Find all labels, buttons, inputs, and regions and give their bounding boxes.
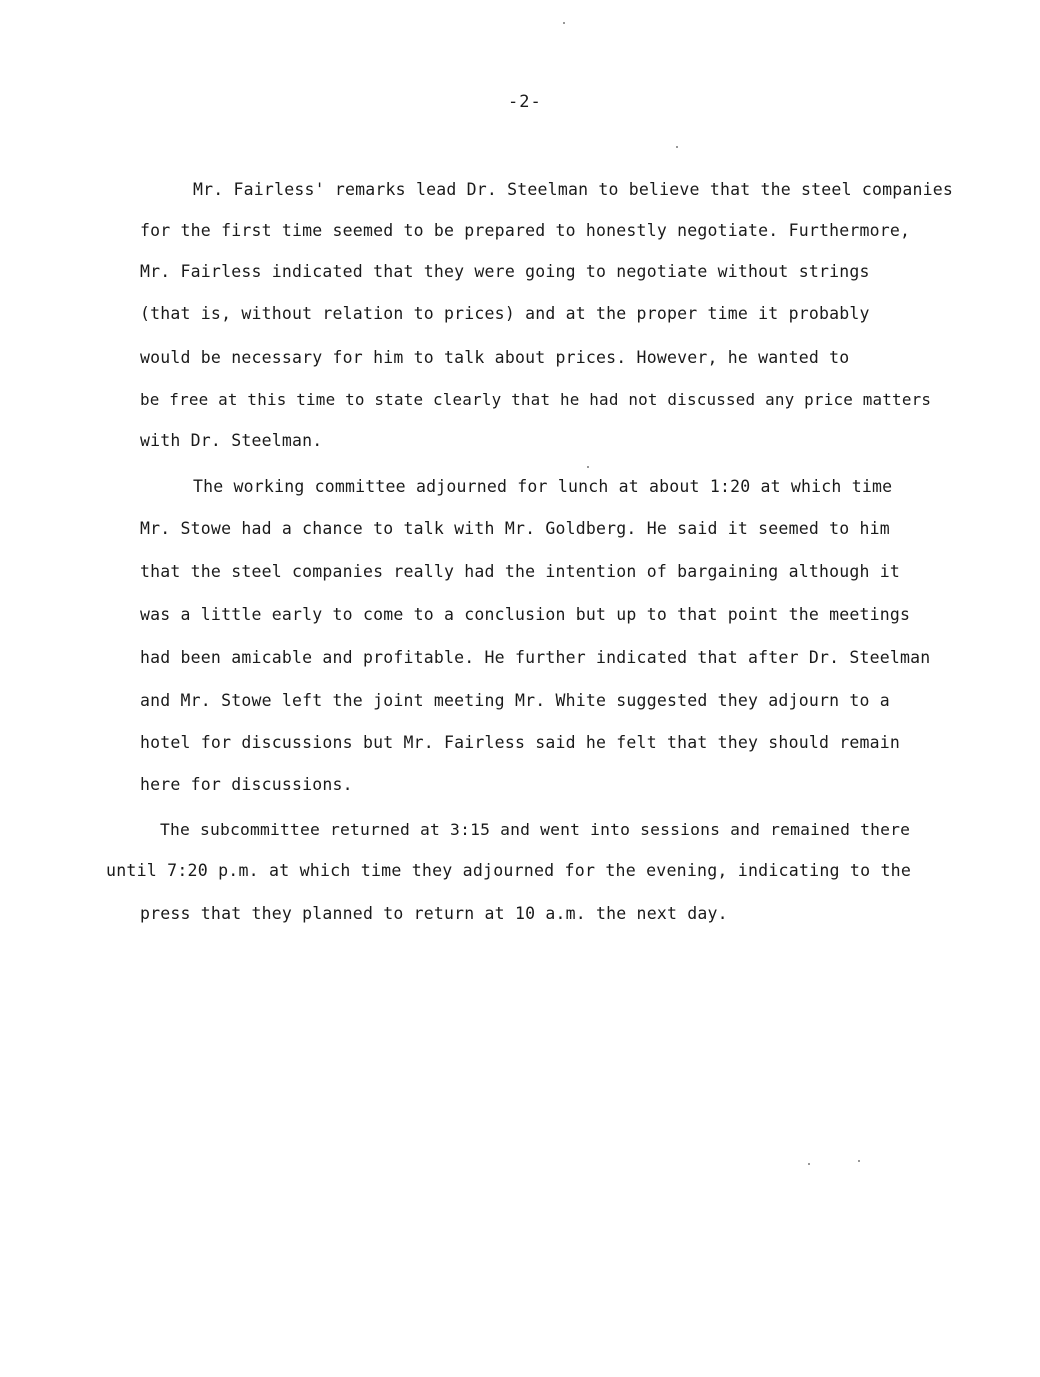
paragraph-3-line-2: until 7:20 p.m. at which time they adjourned for the evening, indicating to the bbox=[106, 861, 912, 880]
scan-speck bbox=[587, 466, 589, 468]
paragraph-2-line-1: The working committee adjourned for lunch at about 1:20 at which time bbox=[193, 477, 893, 496]
paragraph-2-line-5: had been amicable and profitable. He further indicated that after Dr. Steelman bbox=[140, 648, 931, 667]
scan-speck bbox=[808, 1163, 810, 1165]
paragraph-2-line-8: here for discussions. bbox=[140, 775, 353, 794]
paragraph-1-line-2: for the first time seemed to be prepared to honestly negotiate. Furthermore, bbox=[140, 221, 911, 240]
paragraph-1-line-7: with Dr. Steelman. bbox=[140, 431, 323, 450]
paragraph-2-line-6: and Mr. Stowe left the joint meeting Mr. White suggested they adjourn to a bbox=[140, 691, 890, 710]
page-number: -2- bbox=[508, 92, 542, 112]
paragraph-2-line-3: that the steel companies really had the intention of bargaining although it bbox=[140, 562, 901, 581]
scan-speck bbox=[676, 146, 678, 148]
paragraph-1-line-3: Mr. Fairless indicated that they were going to negotiate without strings bbox=[140, 262, 870, 281]
paragraph-2-line-7: hotel for discussions but Mr. Fairless said he felt that they should remain bbox=[140, 733, 901, 752]
paragraph-2-line-2: Mr. Stowe had a chance to talk with Mr. Goldberg. He said it seemed to him bbox=[140, 519, 890, 538]
paragraph-1-line-6: be free at this time to state clearly that he had not discussed any price matters bbox=[140, 390, 932, 409]
paragraph-1-line-1: Mr. Fairless' remarks lead Dr. Steelman to believe that the steel companies bbox=[193, 180, 954, 199]
scan-speck bbox=[563, 22, 565, 24]
paragraph-3-line-1: The subcommittee returned at 3:15 and went into sessions and remained there bbox=[160, 820, 911, 839]
paragraph-3-line-3: press that they planned to return at 10 a.m. the next day. bbox=[140, 904, 728, 923]
paragraph-1-line-4: (that is, without relation to prices) and at the proper time it probably bbox=[140, 304, 870, 323]
paragraph-2-line-4: was a little early to come to a conclusion but up to that point the meetings bbox=[140, 605, 911, 624]
scan-speck bbox=[858, 1160, 860, 1162]
paragraph-1-line-5: would be necessary for him to talk about prices. However, he wanted to bbox=[140, 348, 850, 367]
